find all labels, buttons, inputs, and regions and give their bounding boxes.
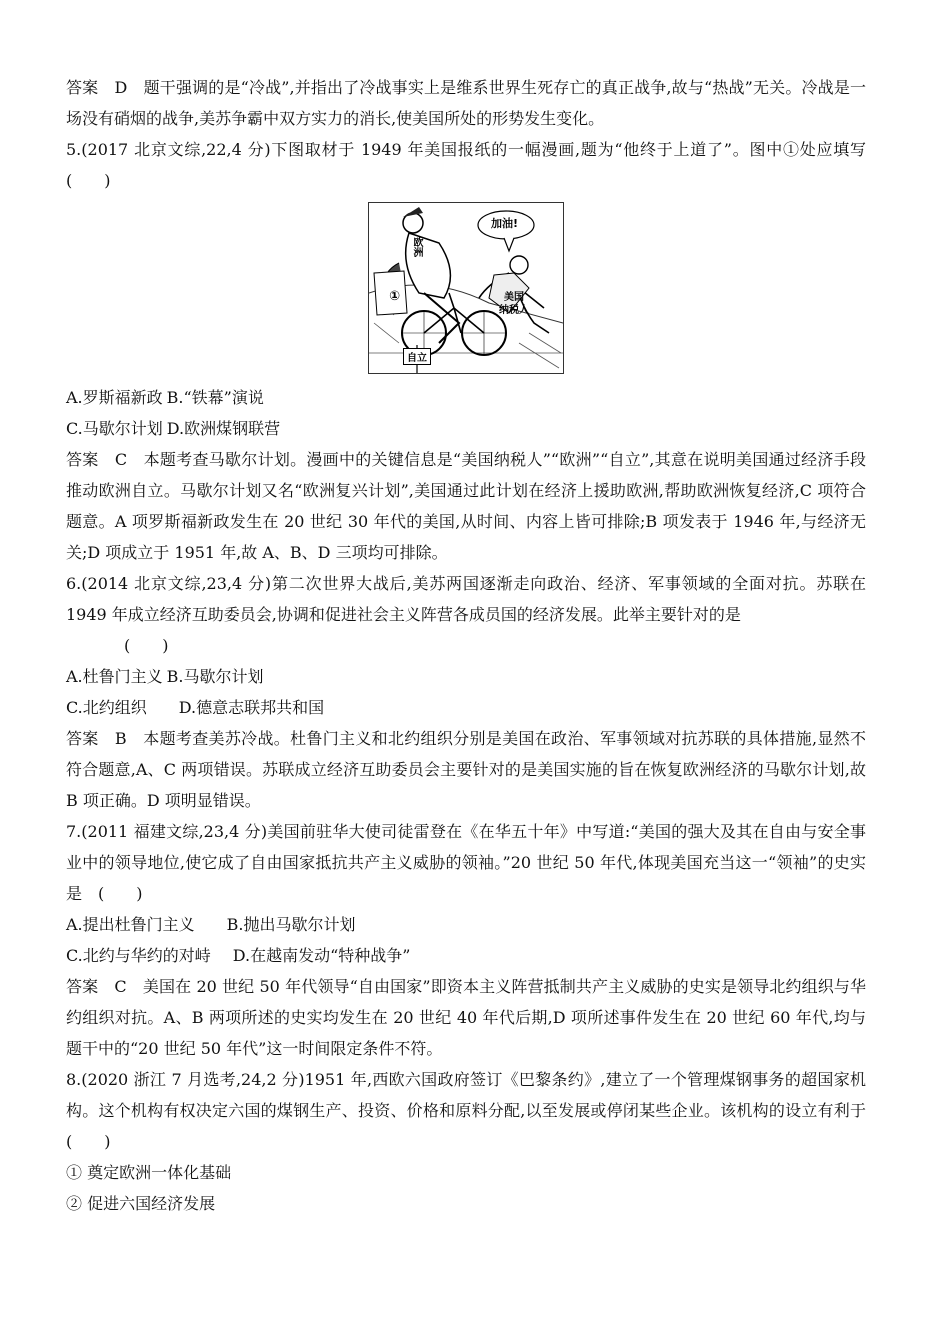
document-page	[66, 72, 883, 1219]
question-8-stem: 8.(2020 浙江 7 月选考,24,2 分)1951 年,西欧六国政府签订《巴黎条约》,建立了一个管理煤钢事务的超国家机构。这个机构有权决定六国的煤钢生产、投资、价格和原料分配,以至发展或停闭某些企业。该机构的设立有利于 ( )	[66, 1070, 883, 1151]
q6-option-b: B.马歇尔计划	[166, 667, 264, 686]
question-5-stem: 5.(2017 北京文综,22,4 分)下图取材于 1949 年美国报纸的一幅漫画,题为“他终于上道了”。图中①处应填写 ( )	[66, 140, 883, 190]
question-7-stem: 7.(2011 福建文综,23,4 分)美国前驻华大使司徒雷登在《在华五十年》中写道:“美国的强大及其在自由与安全事业中的领导地位,使它成了自由国家抵抗共产主义威胁的领袖。”20 世纪 50 年代,体现美国充当这一“领袖”的史实是 ( )	[66, 822, 866, 903]
cartoon-label-us-line1: 美国	[504, 292, 524, 303]
answer-q6: 答案 B 本题考查美苏冷战。杜鲁门主义和北约组织分别是美国在政治、军事领域对抗苏联的具体措施,显然不符合题意,A、C 两项错误。苏联成立经济互助委员会主要针对的是美国实施的旨在恢复欧洲经济的马歇尔计划,故 B 项正确。D 项明显错误。	[66, 729, 866, 810]
q7-option-d: D.在越南发动“特种战争”	[232, 946, 411, 965]
question-8-item-1: ① 奠定欧洲一体化基础	[66, 1163, 232, 1182]
q7-option-a: A.提出杜鲁门主义	[66, 915, 195, 934]
q5-option-d: D.欧洲煤钢联营	[166, 419, 281, 438]
q6-option-c: C.北约组织	[66, 698, 147, 717]
q6-option-a: A.杜鲁门主义	[66, 667, 163, 686]
question-5-options-row-1	[66, 382, 866, 413]
q7-option-b: B.抛出马歇尔计划	[226, 915, 356, 934]
q7-option-c: C.北约与华约的对峙	[66, 946, 211, 965]
cartoon-bubble-text: 加油!	[491, 217, 519, 230]
q5-option-b: B.“铁幕”演说	[166, 388, 264, 407]
cartoon-drawing	[369, 203, 563, 373]
answer-q7: 答案 C 美国在 20 世纪 50 年代领导“自由国家”即资本主义阵营抵制共产主义威胁的史实是领导北约组织与华约组织对抗。A、B 两项所述的史实均发生在 20 世纪 40 年代后期,D 项所述事件发生在 20 世纪 60 年代,均与题干中的“20 世纪 50 年代”这一时间限定条件不符。	[66, 977, 866, 1058]
question-5-options-row-2	[66, 413, 866, 444]
question-7-options-row-1	[66, 909, 866, 940]
cartoon-image	[368, 202, 564, 374]
answer-q4: 答案 D 题干强调的是“冷战”,并指出了冷战事实上是维系世界生死存亡的真正战争,故与“热战”无关。冷战是一场没有硝烟的战争,美苏争霸中双方实力的消长,使美国所处的形势发生变化。	[66, 78, 866, 128]
question-6-options-row-2	[66, 692, 866, 723]
q5-option-c: C.马歇尔计划	[66, 419, 163, 438]
question-6-options-row-1	[66, 661, 866, 692]
cartoon-label-autonomy: 自立	[403, 348, 431, 365]
cartoon-figure	[66, 202, 866, 374]
cartoon-marker-one: ①	[389, 289, 401, 304]
cartoon-label-us-taxpayer	[499, 291, 529, 317]
question-8-item-2: ② 促进六国经济发展	[66, 1194, 216, 1213]
cartoon-label-europe: 欧洲	[411, 237, 422, 257]
question-6-blank: ( )	[124, 636, 169, 655]
q6-option-d: D.德意志联邦共和国	[178, 698, 325, 717]
question-6-stem: 6.(2014 北京文综,23,4 分)第二次世界大战后,美苏两国逐渐走向政治、经济、军事领域的全面对抗。苏联在 1949 年成立经济互助委员会,协调和促进社会主义阵营各成员国的经济发展。此举主要针对的是	[66, 574, 866, 624]
cartoon-label-us-line2: 纳税人	[499, 305, 529, 316]
question-7-options-row-2	[66, 940, 866, 971]
answer-q5: 答案 C 本题考查马歇尔计划。漫画中的关键信息是“美国纳税人”“欧洲”“自立”,其意在说明美国通过经济手段推动欧洲自立。马歇尔计划又名“欧洲复兴计划”,美国通过此计划在经济上援助欧洲,帮助欧洲恢复经济,C 项符合题意。A 项罗斯福新政发生在 20 世纪 30 年代的美国,从时间、内容上皆可排除;B 项发表于 1946 年,与经济无关;D 项成立于 1951 年,故 A、B、D 三项均可排除。	[66, 450, 866, 562]
q5-option-a: A.罗斯福新政	[66, 388, 163, 407]
